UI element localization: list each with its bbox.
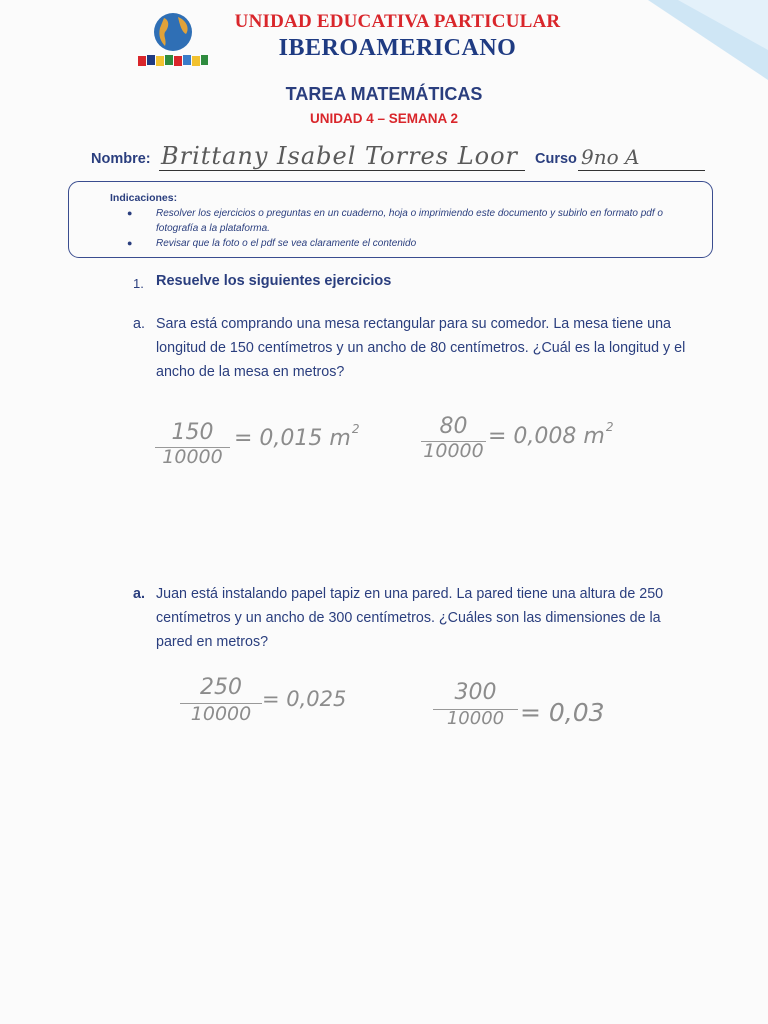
school-logo-globe-icon <box>136 8 210 70</box>
answer-2a-result: = 0,025 <box>262 687 347 711</box>
fraction-numerator: 250 <box>200 675 242 700</box>
fraction-denominator: 10000 <box>446 708 505 729</box>
section-number: 1. <box>133 276 144 291</box>
answer-2a-fraction <box>180 675 262 727</box>
instruction-item: ● Resolver los ejercicios o preguntas en un cuaderno, hoja o imprimiendo este documento y subirlo en formato pdf o fotografía a la plataforma. <box>127 208 663 234</box>
instruction-item: ● Revisar que la foto o el pdf se vea claramente el contenido <box>127 238 417 249</box>
course-label: Curso <box>535 151 577 167</box>
answer-1b-fraction <box>421 414 486 464</box>
question-text: Sara está comprando una mesa rectangular para su comedor. La mesa tiene una longitud de 150 centímetros y un ancho de 80 centímetros. ¿Cuál es la longitud y el ancho de la mesa en metros? <box>156 316 686 380</box>
fraction-numerator: 80 <box>439 414 468 439</box>
answer-1a-fraction <box>155 420 230 470</box>
corner-decoration <box>638 0 768 80</box>
school-name <box>215 12 580 60</box>
question-letter: a. <box>133 586 145 602</box>
instructions-title: Indicaciones: <box>110 192 178 204</box>
answer-2b-fraction <box>433 680 518 732</box>
answer-2b-result: = 0,03 <box>520 698 605 727</box>
name-label: Nombre: <box>91 151 151 167</box>
answer-1b-result: = 0,008 $m^2$ <box>488 420 614 449</box>
answer-1a-result: = 0,015 $m^2$ <box>234 422 360 451</box>
bullet-icon: ● <box>127 238 133 248</box>
question-text: Juan está instalando papel tapiz en una pared. La pared tiene una altura de 250 centímetros y un ancho de 300 centímetros. ¿Cuáles son las dimensiones de la pared en metros? <box>156 586 664 650</box>
student-info-row <box>91 142 711 180</box>
fraction-denominator: 10000 <box>190 703 252 725</box>
fraction-denominator: 10000 <box>423 440 484 462</box>
school-name-line1: UNIDAD EDUCATIVA PARTICULAR <box>234 11 561 32</box>
course-handwritten-value: 9no A <box>581 145 640 169</box>
instructions-box <box>68 181 713 258</box>
exponent: 2 <box>351 422 360 436</box>
fraction-denominator: 10000 <box>162 446 223 468</box>
page-subtitle: UNIDAD 4 – SEMANA 2 <box>309 111 459 126</box>
section-title: Resuelve los siguientes ejercicios <box>156 273 392 289</box>
fraction-numerator: 300 <box>454 680 497 705</box>
school-name-line2: IBEROAMERICANO <box>278 35 517 61</box>
name-handwritten-value: Brittany Isabel Torres Loor <box>161 142 518 170</box>
question-letter: a. <box>133 316 145 332</box>
exponent: 2 <box>605 420 614 434</box>
fraction-numerator: 150 <box>171 420 214 445</box>
page-title: TAREA MATEMÁTICAS <box>285 84 483 104</box>
instructions-list <box>127 206 697 251</box>
course-field-line <box>578 170 705 171</box>
bullet-icon: ● <box>127 208 133 218</box>
name-field-line <box>159 170 525 171</box>
